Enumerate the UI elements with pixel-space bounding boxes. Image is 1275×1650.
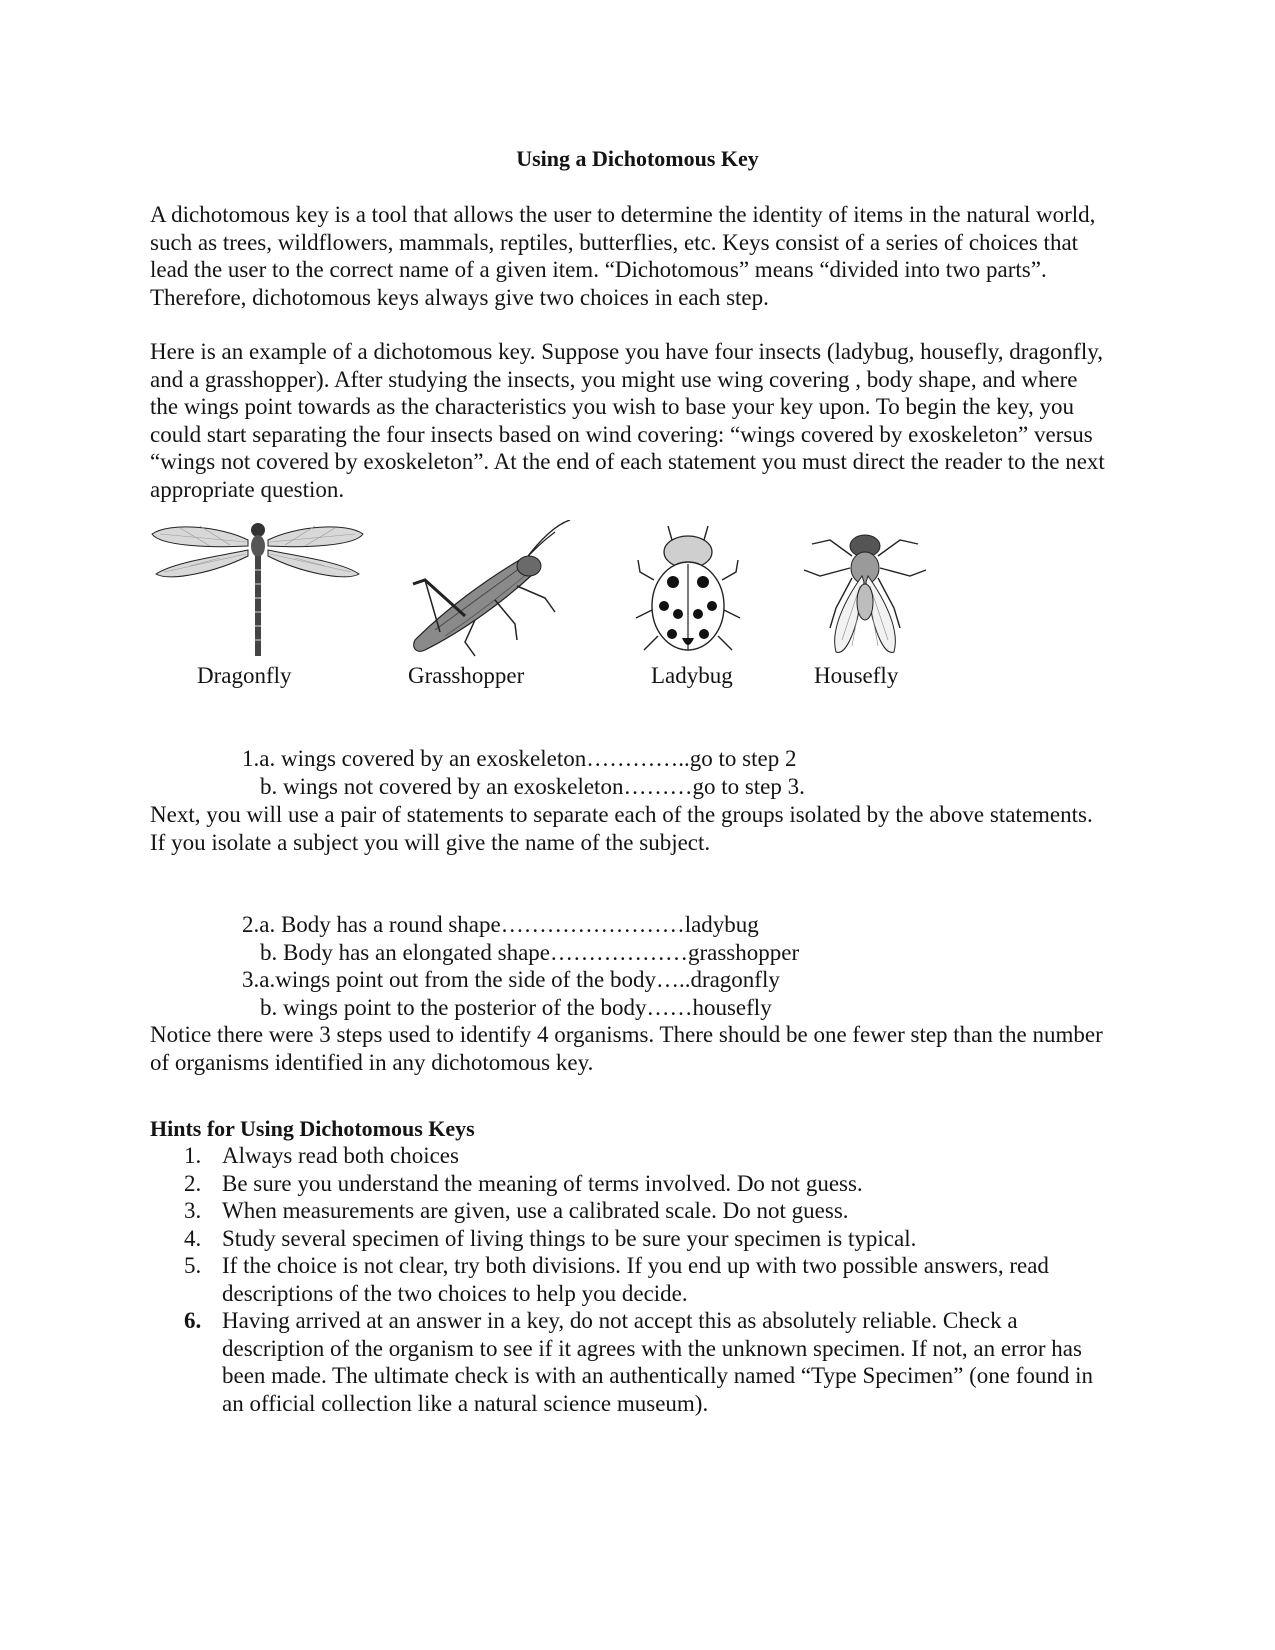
housefly-illustration — [790, 520, 940, 660]
ladybug-illustration — [628, 520, 748, 660]
hint-text: Be sure you understand the meaning of terms involved. Do not guess. — [222, 1170, 863, 1196]
hint-number: 4. — [184, 1225, 202, 1251]
hint-item — [150, 1142, 1110, 1170]
key-step-1b: b. wings not covered by an exoskeleton………go to step 3. — [260, 774, 805, 799]
hint-number: 2. — [184, 1170, 202, 1196]
example-paragraph: Here is an example of a dichotomous key. Suppose you have four insects (ladybug, housefly, dragonfly, and a grasshopper). After studying the insects, you might use wing covering , body shape, and where the wings point towards as the characteristics you wish to base your key upon. To begin the key, you could start separating the four insects based on wind covering: “wings covered by exoskeleton” versus “wings not covered by exoskeleton”. At the end of each statement you must direct the reader to the next appropriate question. — [150, 339, 1105, 502]
hint-item — [150, 1307, 1110, 1417]
next-paragraph: Next, you will use a pair of statements to separate each of the groups isolated by the above statements. If you isolate a subject you will give the name of the subject. — [150, 802, 1093, 855]
hints-list — [150, 1142, 1110, 1417]
ladybug-caption: Ladybug — [651, 663, 733, 688]
key-step-3b: b. wings point to the posterior of the body……housefly — [260, 995, 772, 1020]
hint-text: If the choice is not clear, try both divisions. If you end up with two possible answers, read descriptions of the two choices to help you decide. — [222, 1253, 1049, 1306]
key-step-1a: 1.a. wings covered by an exoskeleton…………..go to step 2 — [242, 746, 797, 771]
dragonfly-caption: Dragonfly — [197, 663, 292, 688]
hint-item — [150, 1197, 1110, 1225]
key-step-3a: 3.a.wings point out from the side of the body…..dragonfly — [242, 967, 780, 992]
page-title: Using a Dichotomous Key — [516, 146, 759, 171]
key-step-2b: b. Body has an elongated shape………………grasshopper — [260, 940, 800, 965]
hint-item — [150, 1225, 1110, 1253]
key-step-2a: 2.a. Body has a round shape……………………ladybug — [242, 912, 759, 937]
grasshopper-caption: Grasshopper — [408, 663, 525, 688]
dragonfly-illustration — [150, 520, 365, 660]
hint-number: 1. — [184, 1143, 202, 1168]
notice-paragraph: Notice there were 3 steps used to identify 4 organisms. There should be one fewer step than the number of organisms identified in any dichotomous key. — [150, 1022, 1103, 1075]
hint-number: 5. — [184, 1253, 202, 1278]
grasshopper-illustration — [405, 520, 575, 660]
housefly-caption: Housefly — [814, 663, 899, 688]
hint-text: Always read both choices — [222, 1143, 459, 1168]
hint-text: Study several specimen of living things to be sure your specimen is typical. — [222, 1225, 917, 1251]
hints-heading: Hints for Using Dichotomous Keys — [150, 1116, 475, 1141]
hint-item — [150, 1252, 1110, 1307]
hint-number: 3. — [184, 1198, 202, 1223]
hint-text: Having arrived at an answer in a key, do not accept this as absolutely reliable. Check a description of the organism to see if it agrees with the unknown specimen. If not, an error has been made. The ultimate check is with an authentically named “Type Specimen” (one found in an official collection like a natural science museum). — [222, 1308, 1094, 1416]
hint-number: 6. — [184, 1308, 202, 1333]
hint-item — [150, 1170, 1110, 1198]
intro-paragraph: A dichotomous key is a tool that allows the user to determine the identity of items in the natural world, such as trees, wildflowers, mammals, reptiles, butterflies, etc. Keys consist of a series of choices that lead the user to the correct name of a given item. “Dichotomous” means “divided into two parts”. Therefore, dichotomous keys always give two choices in each step. — [150, 202, 1096, 310]
hint-text: When measurements are given, use a calibrated scale. Do not guess. — [222, 1198, 849, 1223]
